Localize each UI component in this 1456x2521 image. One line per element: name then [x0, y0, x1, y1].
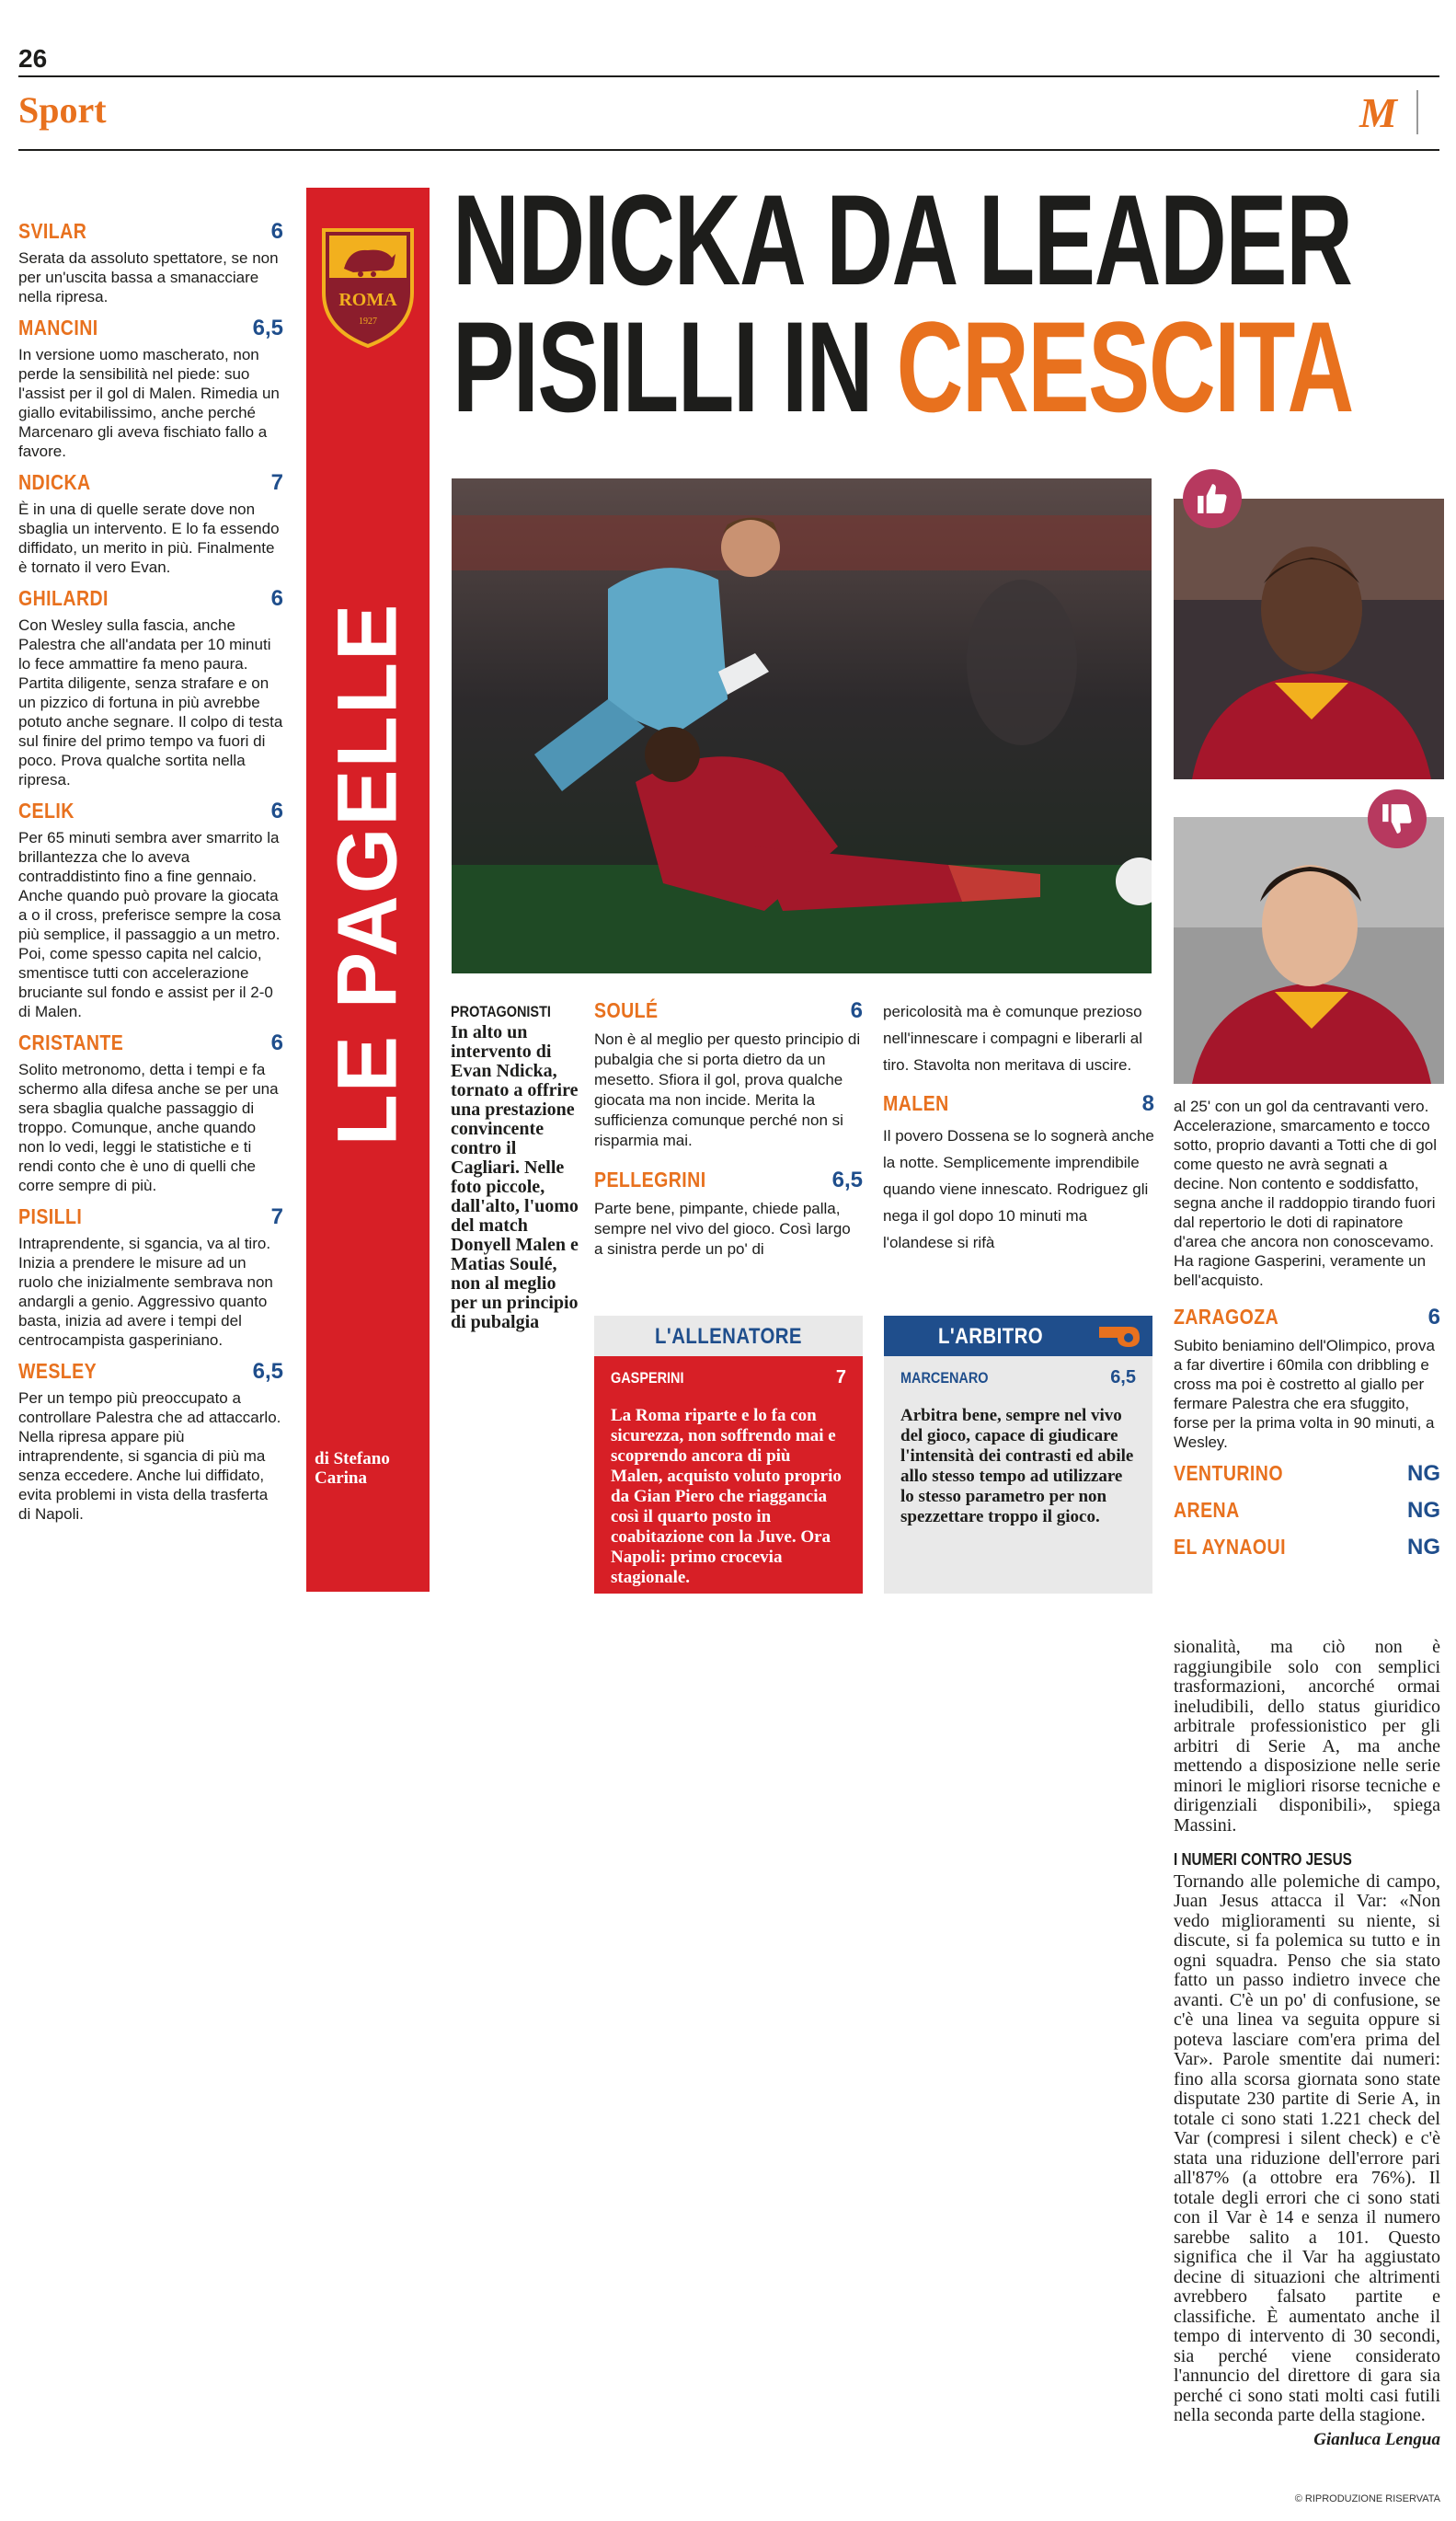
player-rating — [18, 1359, 283, 1524]
player-comment: Serata da assoluto spettatore, se non per un'uscita bassa a smanacciare nella ripresa. — [18, 249, 279, 305]
player-vote: NG — [1407, 1498, 1440, 1523]
pagelle-title-text: LE PAGELLE — [320, 602, 415, 1146]
referee-vote: 6,5 — [1110, 1367, 1136, 1387]
referee-text: Arbitra bene, sempre nel vivo del gioco, capace di giudicare l'intensità dei contrasti ed abile allo stesso tempo ad utilizzare lo stesso parametro per non spezzettare troppo il gioco. — [900, 1406, 1134, 1526]
caption-label: PROTAGONISTI — [451, 1003, 551, 1020]
player-rating — [594, 998, 863, 1151]
player-rating — [18, 1204, 283, 1350]
malen-photo — [1174, 499, 1444, 779]
player-comment: Solito metronomo, detta i tempi e fa schermo alla difesa anche se per una sera sbaglia qualche passaggio di troppo. Comunque, anche quando non lo vedi, leggi le statistiche e ti rendi conto che è uno di quelli che corre sempre di più. — [18, 1061, 279, 1194]
player-comment: Con Wesley sulla fascia, anche Palestra che all'andata per 10 minuti lo fece ammattire fa meno paura. Partita diligente, senza strafare e on un pizzico di fortuna in più avrebbe potuto anche segnare. Il colpo di testa sul finire del primo tempo va fuori di poco. Prova qualche sortita nella ripresa. — [18, 616, 283, 789]
player-vote: 6 — [270, 586, 283, 611]
coach-vote: 7 — [835, 1367, 846, 1387]
player-comment: Per 65 minuti sembra aver smarrito la brillantezza che lo aveva contraddistinto fino a fine gennaio. Anche quando può provare la giocata a o il cross, preferisce sempre la cosa più semplice, il passaggio a un metro. Poi, come spesso capita nel calcio, smentisce tutti con accelerazione bruciante sul fondo e assist per il 2-0 di Malen. — [18, 829, 281, 1020]
player-name: ARENA — [1174, 1498, 1240, 1522]
player-name: NDICKA — [18, 470, 91, 494]
player-name: CELIK — [18, 799, 75, 823]
player-vote: 6,5 — [252, 1359, 283, 1384]
soule-photo — [1174, 817, 1444, 1084]
article-paragraph-1: sionalità, ma ciò non è raggiungibile solo con semplici trasformazioni, ancorché ormai ineludibili, dello status giuridico arbitrale professionistico per gli arbitri di Serie A, ma anche mettendo a disposizione nelle serie minori le migliori risorse tecniche e dirigenziali disponibili», spiega Massini. — [1174, 1637, 1440, 1836]
coach-box — [594, 1316, 863, 1594]
player-vote: 6,5 — [831, 1168, 863, 1192]
player-vote: 8 — [1141, 1091, 1154, 1116]
player-vote: 6 — [270, 799, 283, 823]
article-body — [1174, 1638, 1440, 2449]
player-vote: NG — [1407, 1461, 1440, 1486]
caption-text: In alto un intervento di Evan Ndicka, tornato a offrire una prestazione convincente contro il Cagliari. Nelle foto piccole, dall'alto, l'uomo del match Donyell Malen e Matias Soulé, non al meglio per un principio di pubalgia — [451, 1022, 579, 1332]
ratings-left-column — [18, 219, 283, 1533]
player-comment: Parte bene, pimpante, chiede palla, sempre nel vivo del gioco. Così largo a sinistra perde un po' di — [594, 1200, 851, 1258]
ratings-mid2-column — [883, 998, 1154, 1256]
section-rule — [18, 149, 1439, 151]
article-signature: Gianluca Lengua — [1313, 2429, 1440, 2449]
byline: di Stefano Carina — [315, 1449, 390, 1488]
referee-title: L'ARBITRO — [937, 1324, 1044, 1349]
player-rating — [18, 219, 283, 306]
logo-divider — [1416, 90, 1418, 134]
player-name: SOULÉ — [594, 998, 659, 1022]
headline-line-2-accent: CRESCITA — [896, 294, 1353, 439]
pagelle-title — [317, 602, 418, 1146]
crest-year: 1927 — [359, 317, 377, 327]
player-vote: 6 — [270, 1030, 283, 1055]
player-comment: Per un tempo più preoccupato a controllare Palestra che ad attaccarlo. Nella ripresa appare più intraprendente, si sgancia di più ma senza eccedere. Anche lui diffidato, evita problemi in vista della trasferta di Napoli. — [18, 1389, 281, 1523]
player-rating — [594, 1168, 863, 1260]
whistle-icon — [1094, 1321, 1143, 1351]
main-match-photo — [452, 478, 1152, 973]
player-rating — [1174, 1305, 1440, 1452]
player-comment: È in una di quelle serate dove non sbaglia un intervento. E lo fa essendo diffidato, un merito in più. Finalmente è tornato il vero Evan. — [18, 501, 280, 576]
player-vote: 7 — [270, 470, 283, 495]
top-rule — [18, 75, 1439, 77]
player-rating — [1174, 1498, 1440, 1529]
section-title: Sport — [18, 89, 107, 131]
player-comment: Intraprendente, si sgancia, va al tiro. Inizia a prendere le misure ad un ruolo che inizialmente sembrava non andargli a genio. Aggressivo quanto basta, inizia ad avere i tempi del centrocampista gasperiniano. — [18, 1235, 273, 1349]
ratings-right-column — [1174, 1097, 1440, 1571]
referee-name: MARCENARO — [900, 1369, 989, 1387]
headline-line-2 — [453, 294, 1353, 439]
player-vote: NG — [1407, 1535, 1440, 1560]
player-name: ZARAGOZA — [1174, 1305, 1279, 1329]
thumbs-up-icon — [1183, 469, 1242, 528]
coach-tab — [594, 1316, 863, 1356]
thumbs-down-icon — [1368, 789, 1427, 848]
player-comment: Il povero Dossena se lo sognerà anche la notte. Semplicemente imprendibile quando viene innescato. Rodriguez gli nega il gol dopo 10 minuti ma l'olandese si rifà — [883, 1127, 1154, 1251]
player-name: GHILARDI — [18, 586, 109, 610]
player-name: VENTURINO — [1174, 1461, 1283, 1485]
headline-line-1: NDICKA DA LEADER — [453, 167, 1352, 312]
headline — [453, 167, 1353, 439]
player-rating — [1174, 1461, 1440, 1492]
player-name: CRISTANTE — [18, 1030, 124, 1054]
page-number: 26 — [18, 44, 48, 73]
crest-text: ROMA — [338, 290, 397, 310]
coach-name: GASPERINI — [611, 1369, 684, 1387]
player-comment: Non è al meglio per questo principio di pubalgia che si porta dietro da un mesetto. Sfiora il gol, prova qualche giocata ma non incide. Merita la sufficienza comunque perché non si risparmia mai. — [594, 1030, 861, 1149]
pellegrini-continuation: pericolosità ma è comunque prezioso nell'innescare i compagni e liberarli al tiro. Stavolta non meritava di uscire. — [883, 1003, 1143, 1074]
player-name: WESLEY — [18, 1359, 97, 1383]
player-name: EL AYNAOUI — [1174, 1535, 1286, 1559]
headline-line-2-plain: PISILLI IN — [453, 294, 897, 439]
player-name: PELLEGRINI — [594, 1168, 706, 1191]
player-vote: 6 — [270, 219, 283, 244]
right-players — [1174, 1305, 1440, 1566]
ratings-mid-column — [594, 998, 863, 1276]
photo-caption — [451, 1003, 579, 1332]
malen-continuation: al 25' con un gol da centravanti vero. Accelerazione, smarcamento e tocco sotto, proprio davanti a Totti che di gol come questo ne avrà segnati a decine. Non contento e soddisfatto, segna anche il raddoppio tirando fuori dal repertorio le doti di rapinatore d'area che ancora non conoscevamo. Ha ragione Gasperini, veramente un bell'acquisto. — [1174, 1098, 1438, 1289]
coach-text: La Roma riparte e lo fa con sicurezza, non soffrendo mai e scoprendo ancora di più Malen, acquisto voluto proprio da Gian Piero che riaggancia così il quarto posto in coabitazione con la Juve. Ora Napoli: primo crocevia stagionale. — [611, 1406, 842, 1587]
article-subhead: I NUMERI CONTRO JESUS — [1174, 1850, 1352, 1869]
player-name: MALEN — [883, 1091, 949, 1115]
player-name: PISILLI — [18, 1204, 83, 1228]
copyright-notice: © RIPRODUZIONE RISERVATA — [1294, 2493, 1440, 2504]
player-name: MANCINI — [18, 316, 98, 340]
player-vote: 6 — [850, 998, 863, 1023]
player-comment: In versione uomo mascherato, non perde la sensibilità nel piede: suo l'assist per il gol di Malen. Rimedia un giallo evitabilissimo, anche perché Marcenaro gli aveva fischiato fallo a favore. — [18, 346, 280, 460]
player-vote: 6,5 — [252, 316, 283, 340]
player-vote: 6 — [1427, 1305, 1440, 1330]
roma-crest — [316, 221, 419, 350]
player-rating — [18, 316, 283, 461]
player-rating — [1174, 1535, 1440, 1566]
article-paragraph-2: Tornando alle polemiche di campo, Juan Jesus attacca il Var: «Non vedo miglioramenti su niente, si discute, si fa polemica su tutto e in ogni squadra. Penso che sia stato fatto un passo indietro invece che avanti. C'è un po' di confusione, se c'è una linea va seguita oppure si poteva lasciare com'era prima del Var». Parole smentite dai numeri: fino alla scorsa giornata sono state disputate 230 partite di Serie A, in totale ci sono stati 1.221 check del Var (compresi i silent check) e c'è stata una riduzione dell'errore pari all'87% (a ottobre era 76%). Il totale degli errori che ci sono stati con il Var è 14 e senza il numero sarebbe salito a 101. Questo significa che il Var ha aggiustato decine di situazioni che altrimenti avrebbero falsato partite e classifiche. È aumentato anche il tempo di intervento di 30 secondi, sia perché viene considerato l'annuncio del direttore di gara sia perché ci sono stati molti casi futili nella seconda parte della stagione. — [1174, 1871, 1440, 2425]
player-vote: 7 — [270, 1204, 283, 1229]
player-rating — [18, 799, 283, 1021]
coach-title: L'ALLENATORE — [655, 1324, 802, 1349]
referee-tab — [884, 1316, 1152, 1356]
player-comment: Subito beniamino dell'Olimpico, prova a far divertire i 60mila con dribbling e cross ma poi è costretto al giallo per fermare Palestra che era sfuggito, forse per la prima volta in 90 minuti, a Wesley. — [1174, 1337, 1435, 1451]
player-rating — [18, 1030, 283, 1195]
player-rating — [18, 586, 283, 789]
player-rating — [18, 470, 283, 577]
newspaper-logo: M — [1359, 89, 1397, 136]
referee-box — [884, 1316, 1152, 1594]
player-name: SVILAR — [18, 219, 87, 243]
